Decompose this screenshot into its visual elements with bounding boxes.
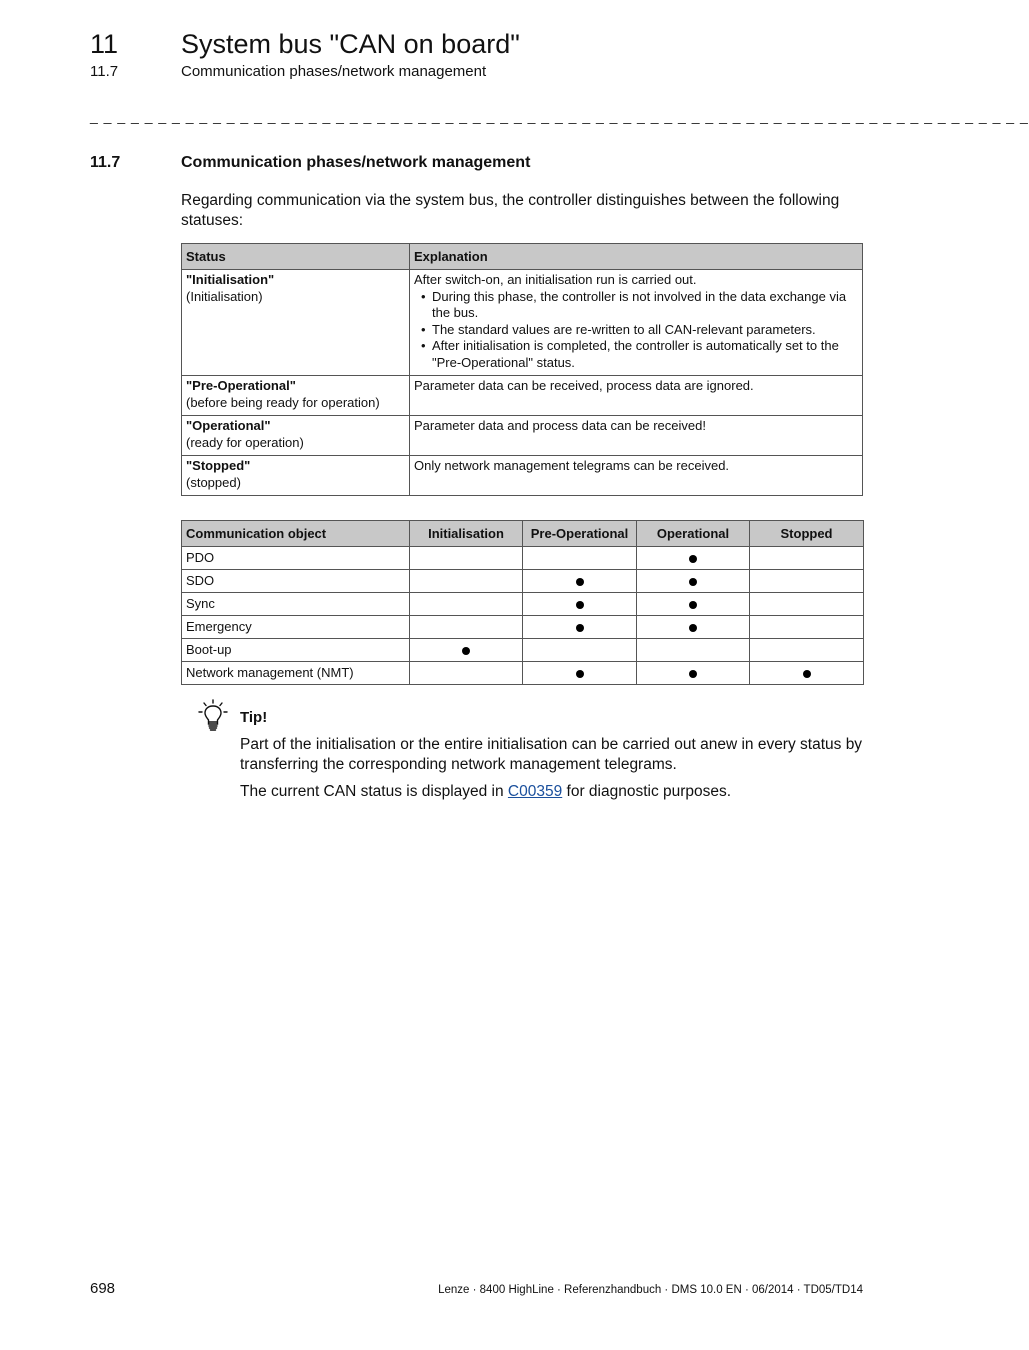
status-cell (182, 416, 410, 456)
status-mark-cell (637, 593, 750, 616)
status-description: (Initialisation) (186, 288, 263, 304)
active-dot-icon (576, 624, 584, 632)
tip-label: Tip! (240, 709, 268, 726)
table-row (182, 662, 864, 685)
active-dot-icon (803, 670, 811, 678)
bullet-item: • During this phase, the controller is not involved in the data exchange via the bus. (432, 289, 858, 322)
status-mark-cell (637, 639, 750, 662)
object-table-header-row (182, 521, 864, 547)
status-mark-cell (637, 570, 750, 593)
status-mark-cell (410, 639, 523, 662)
status-name: "Pre-Operational" (186, 378, 296, 393)
status-mark-cell (410, 593, 523, 616)
bullet-item: • The standard values are re-written to all CAN-relevant parameters. (432, 322, 858, 339)
status-cell (182, 270, 410, 376)
explanation-bullet-list (414, 289, 858, 372)
active-dot-icon (689, 624, 697, 632)
status-mark-cell (750, 639, 864, 662)
status-mark-cell (637, 616, 750, 639)
footer-document-info: Lenze · 8400 HighLine · Referenzhandbuch · DMS 10.0 EN · 06/2014 · TD05/TD14 (438, 1284, 863, 1296)
status-mark-cell (750, 570, 864, 593)
status-description: (before being ready for operation) (186, 394, 380, 410)
status-mark-cell (523, 593, 637, 616)
tip-text-before-link: The current CAN status is displayed in (240, 783, 508, 800)
status-mark-cell (523, 639, 637, 662)
header-dashed-rule: _ _ _ _ _ _ _ _ _ _ _ _ _ _ _ _ _ _ _ _ _ _ _ _ _ _ _ _ _ _ _ _ _ _ _ _ _ _ _ _ _ _ _ _ _ _ _ _ _ _ _ _ _ _ _ _ _ _ _ _ _ _ _ _ _ _ _ _ _ (90, 108, 1029, 124)
status-mark-cell (523, 547, 637, 570)
table-row (182, 593, 864, 616)
status-mark-cell (750, 547, 864, 570)
active-dot-icon (689, 601, 697, 609)
section-number: 11.7 (90, 154, 121, 171)
active-dot-icon (689, 670, 697, 678)
table-row (182, 376, 863, 416)
status-cell (182, 376, 410, 416)
tip-paragraph: Part of the initialisation or the entire initialisation can be carried out anew in every status by transferring the corresponding network management telegrams. (240, 736, 863, 773)
subheader-number: 11.7 (90, 63, 119, 80)
communication-object-name: Network management (NMT) (182, 662, 410, 685)
status-mark-cell (523, 662, 637, 685)
active-dot-icon (576, 578, 584, 586)
explanation-cell: Only network management telegrams can be received. (410, 456, 863, 496)
subheader-title: Communication phases/network management (181, 63, 487, 80)
stopped-column-header: Stopped (750, 521, 864, 547)
status-mark-cell (523, 616, 637, 639)
explanation-text: After switch-on, an initialisation run is carried out. (414, 272, 697, 287)
operational-column-header: Operational (637, 521, 750, 547)
communication-object-name: SDO (182, 570, 410, 593)
pre-operational-column-header: Pre-Operational (523, 521, 637, 547)
status-cell (182, 456, 410, 496)
lightbulb-icon (196, 698, 230, 732)
active-dot-icon (462, 647, 470, 655)
active-dot-icon (689, 555, 697, 563)
active-dot-icon (689, 578, 697, 586)
table-row (182, 456, 863, 496)
table-row (182, 270, 863, 376)
status-column-header: Status (182, 244, 410, 270)
status-table-header-row (182, 244, 863, 270)
status-description: (stopped) (186, 474, 241, 490)
tip-paragraph-can-status (240, 782, 863, 802)
status-table (181, 243, 863, 496)
status-description: (ready for operation) (186, 434, 304, 450)
table-row (182, 570, 864, 593)
status-name: "Operational" (186, 418, 271, 433)
status-mark-cell (410, 547, 523, 570)
chapter-number: 11 (90, 29, 119, 59)
c00359-link[interactable]: C00359 (507, 783, 563, 800)
active-dot-icon (576, 670, 584, 678)
status-name: "Stopped" (186, 458, 251, 473)
communication-object-name: Emergency (182, 616, 410, 639)
communication-object-column-header: Communication object (182, 521, 410, 547)
bullet-item: • After initialisation is completed, the controller is automatically set to the "Pre-Operational" status. (432, 338, 858, 371)
tip-text-after-link: for diagnostic purposes. (562, 783, 732, 800)
status-mark-cell (637, 662, 750, 685)
table-row (182, 416, 863, 456)
active-dot-icon (576, 601, 584, 609)
status-mark-cell (750, 593, 864, 616)
status-name: "Initialisation" (186, 272, 275, 287)
status-mark-cell (410, 616, 523, 639)
page-number: 698 (90, 1280, 116, 1297)
table-row (182, 639, 864, 662)
chapter-title: System bus "CAN on board" (181, 29, 520, 59)
status-mark-cell (523, 570, 637, 593)
status-mark-cell (410, 662, 523, 685)
explanation-cell: Parameter data can be received, process data are ignored. (410, 376, 863, 416)
section-title: Communication phases/network management (181, 154, 531, 171)
explanation-cell: Parameter data and process data can be received! (410, 416, 863, 456)
status-mark-cell (750, 616, 864, 639)
explanation-column-header: Explanation (410, 244, 863, 270)
status-mark-cell (410, 570, 523, 593)
communication-object-name: PDO (182, 547, 410, 570)
communication-object-name: Sync (182, 593, 410, 616)
communication-object-table (181, 520, 864, 685)
table-row (182, 547, 864, 570)
explanation-cell (410, 270, 863, 376)
status-mark-cell (637, 547, 750, 570)
status-mark-cell (750, 662, 864, 685)
intro-paragraph: Regarding communication via the system bus, the controller distinguishes between the following statuses: (181, 192, 840, 229)
initialisation-column-header: Initialisation (410, 521, 523, 547)
communication-object-name: Boot-up (182, 639, 410, 662)
table-row (182, 616, 864, 639)
